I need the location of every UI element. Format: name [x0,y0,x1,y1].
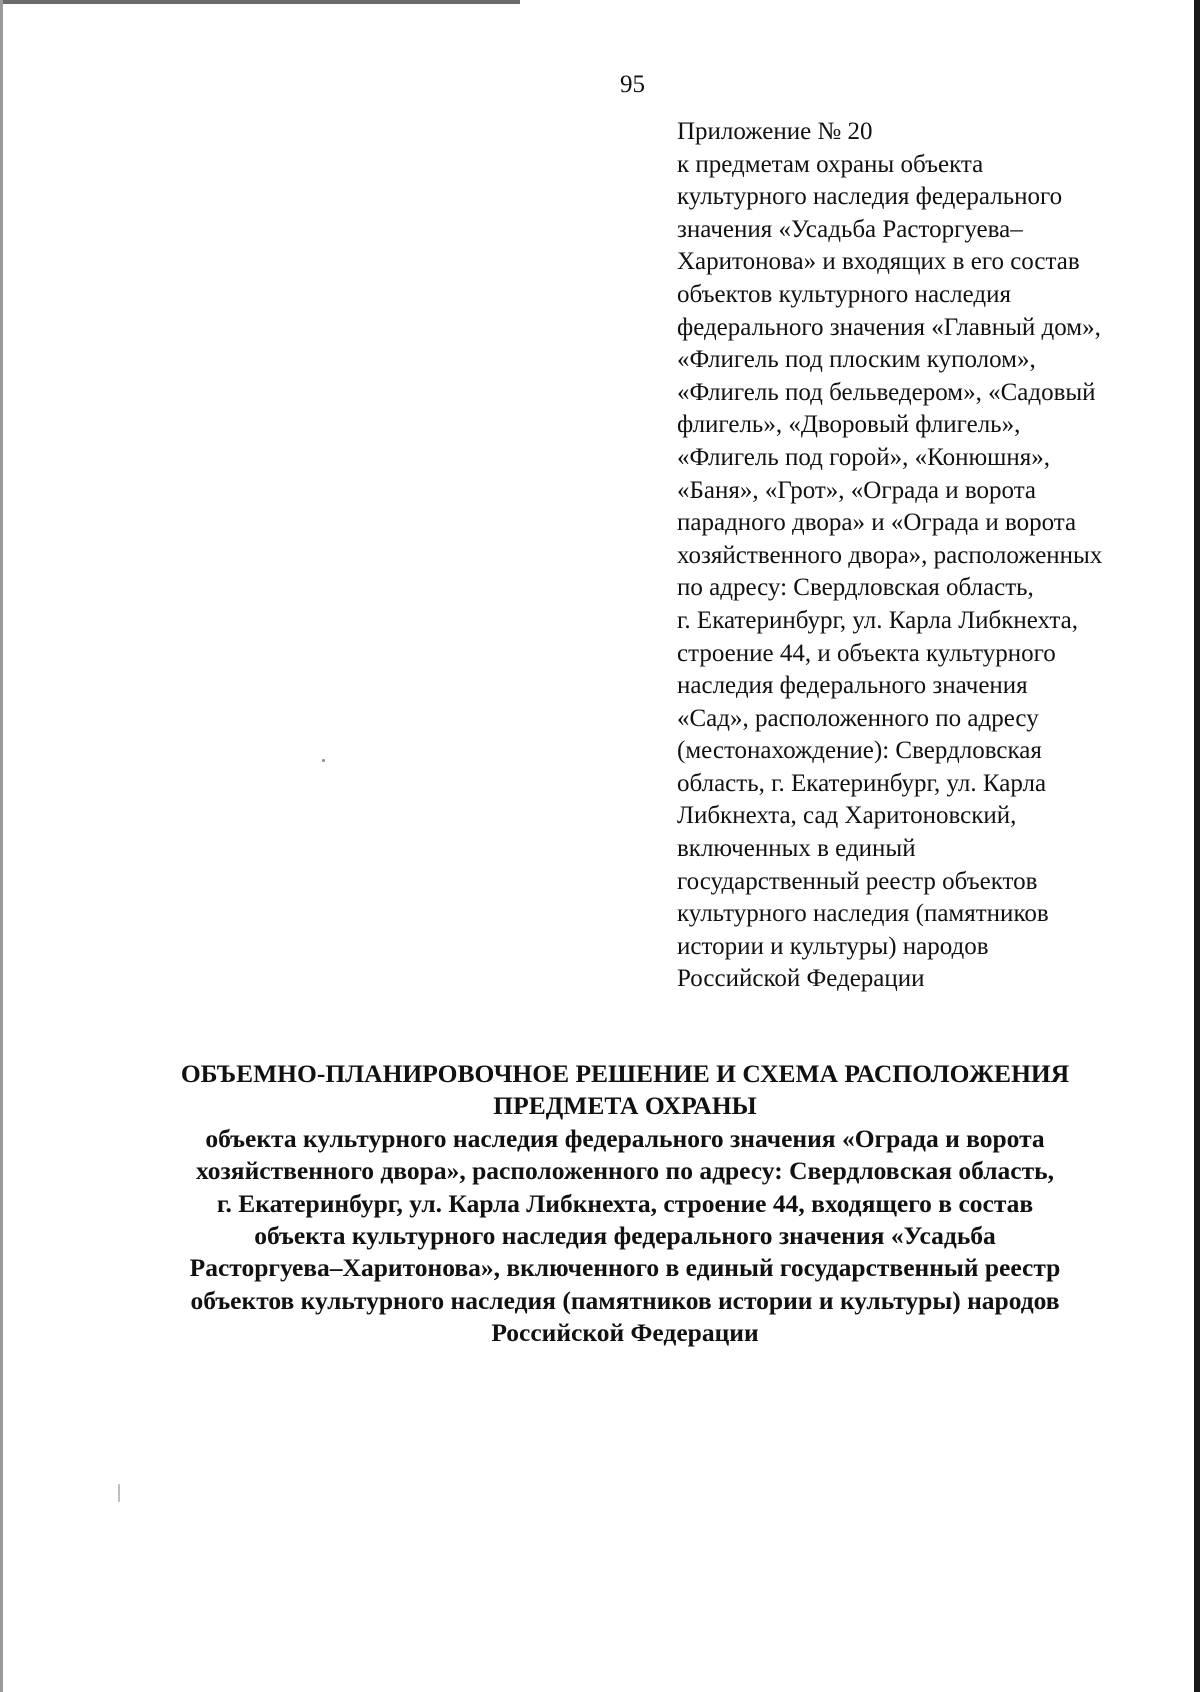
appendix-line: объектов культурного наследия [677,280,1011,308]
appendix-line: «Флигель под горой», «Конюшня», [677,443,1051,471]
appendix-line: «Баня», «Грот», «Ограда и ворота [677,476,1037,504]
appendix-block [677,116,1182,996]
appendix-line: парадного двора» и «Ограда и ворота [677,509,1077,537]
appendix-line: по адресу: Свердловская область, [677,574,1034,602]
heading-subtitle-line: Российской Федерации [491,1318,759,1348]
page-number: 95 [620,71,645,98]
appendix-line: «Флигель под бельведером», «Садовый [677,378,1096,406]
appendix-line: Харитонова» и входящих в его состав [677,248,1080,276]
appendix-line: федерального значения «Главный дом», [677,313,1101,341]
appendix-line: Либкнехта, сад Харитоновский, [677,802,1017,830]
appendix-line: истории и культуры) народов [677,932,989,960]
heading-subtitle-line: г. Екатеринбург, ул. Карла Либкнехта, строение 44, входящего в состав [216,1188,1034,1218]
appendix-line: наследия федерального значения [677,672,1028,700]
appendix-line: «Флигель под плоским куполом», [677,346,1036,374]
appendix-line: значения «Усадьба Расторгуева– [677,215,1023,243]
appendix-line: к предметам охраны объекта [677,150,984,178]
document-heading [80,1058,1170,1350]
appendix-line: область, г. Екатеринбург, ул. Карла [677,769,1047,797]
appendix-line: государственный реестр объектов [677,867,1038,895]
appendix-line: Приложение № 20 [677,118,873,145]
appendix-line: флигель», «Дворовый флигель», [677,411,1021,439]
heading-subtitle-line: хозяйственного двора», расположенного по адресу: Свердловская область, [196,1156,1054,1186]
scan-edge-right [1194,0,1200,1692]
appendix-line: строение 44, и объекта культурного [677,639,1056,667]
scan-edge-left [0,0,3,1692]
heading-subtitle-line: объекта культурного наследия федерального значения «Усадьба [254,1221,996,1251]
appendix-line: включенных в единый [677,835,916,863]
appendix-line: культурного наследия (памятников [677,900,1049,928]
appendix-line: хозяйственного двора», расположенных [677,541,1103,569]
appendix-line: культурного наследия федерального [677,183,1063,211]
appendix-line: Российской Федерации [677,965,925,993]
heading-title-line: ПРЕДМЕТА ОХРАНЫ [493,1091,757,1121]
scan-edge-top [0,0,520,4]
appendix-line: г. Екатеринбург, ул. Карла Либкнехта, [677,606,1079,634]
appendix-line: (местонахождение): Свердловская [677,737,1042,765]
scan-speck [118,1484,120,1502]
heading-title-line: ОБЪЕМНО-ПЛАНИРОВОЧНОЕ РЕШЕНИЕ И СХЕМА РАСПОЛОЖЕНИЯ [180,1059,1070,1088]
heading-subtitle-line: объекта культурного наследия федерального значения «Ограда и ворота [205,1123,1045,1153]
scan-speck [322,759,325,762]
heading-subtitle-line: объектов культурного наследия (памятников истории и культуры) народов [190,1285,1060,1315]
heading-subtitle-line: Расторгуева–Харитонова», включенного в единый государственный реестр [189,1253,1061,1283]
appendix-line: «Сад», расположенного по адресу [677,704,1039,732]
